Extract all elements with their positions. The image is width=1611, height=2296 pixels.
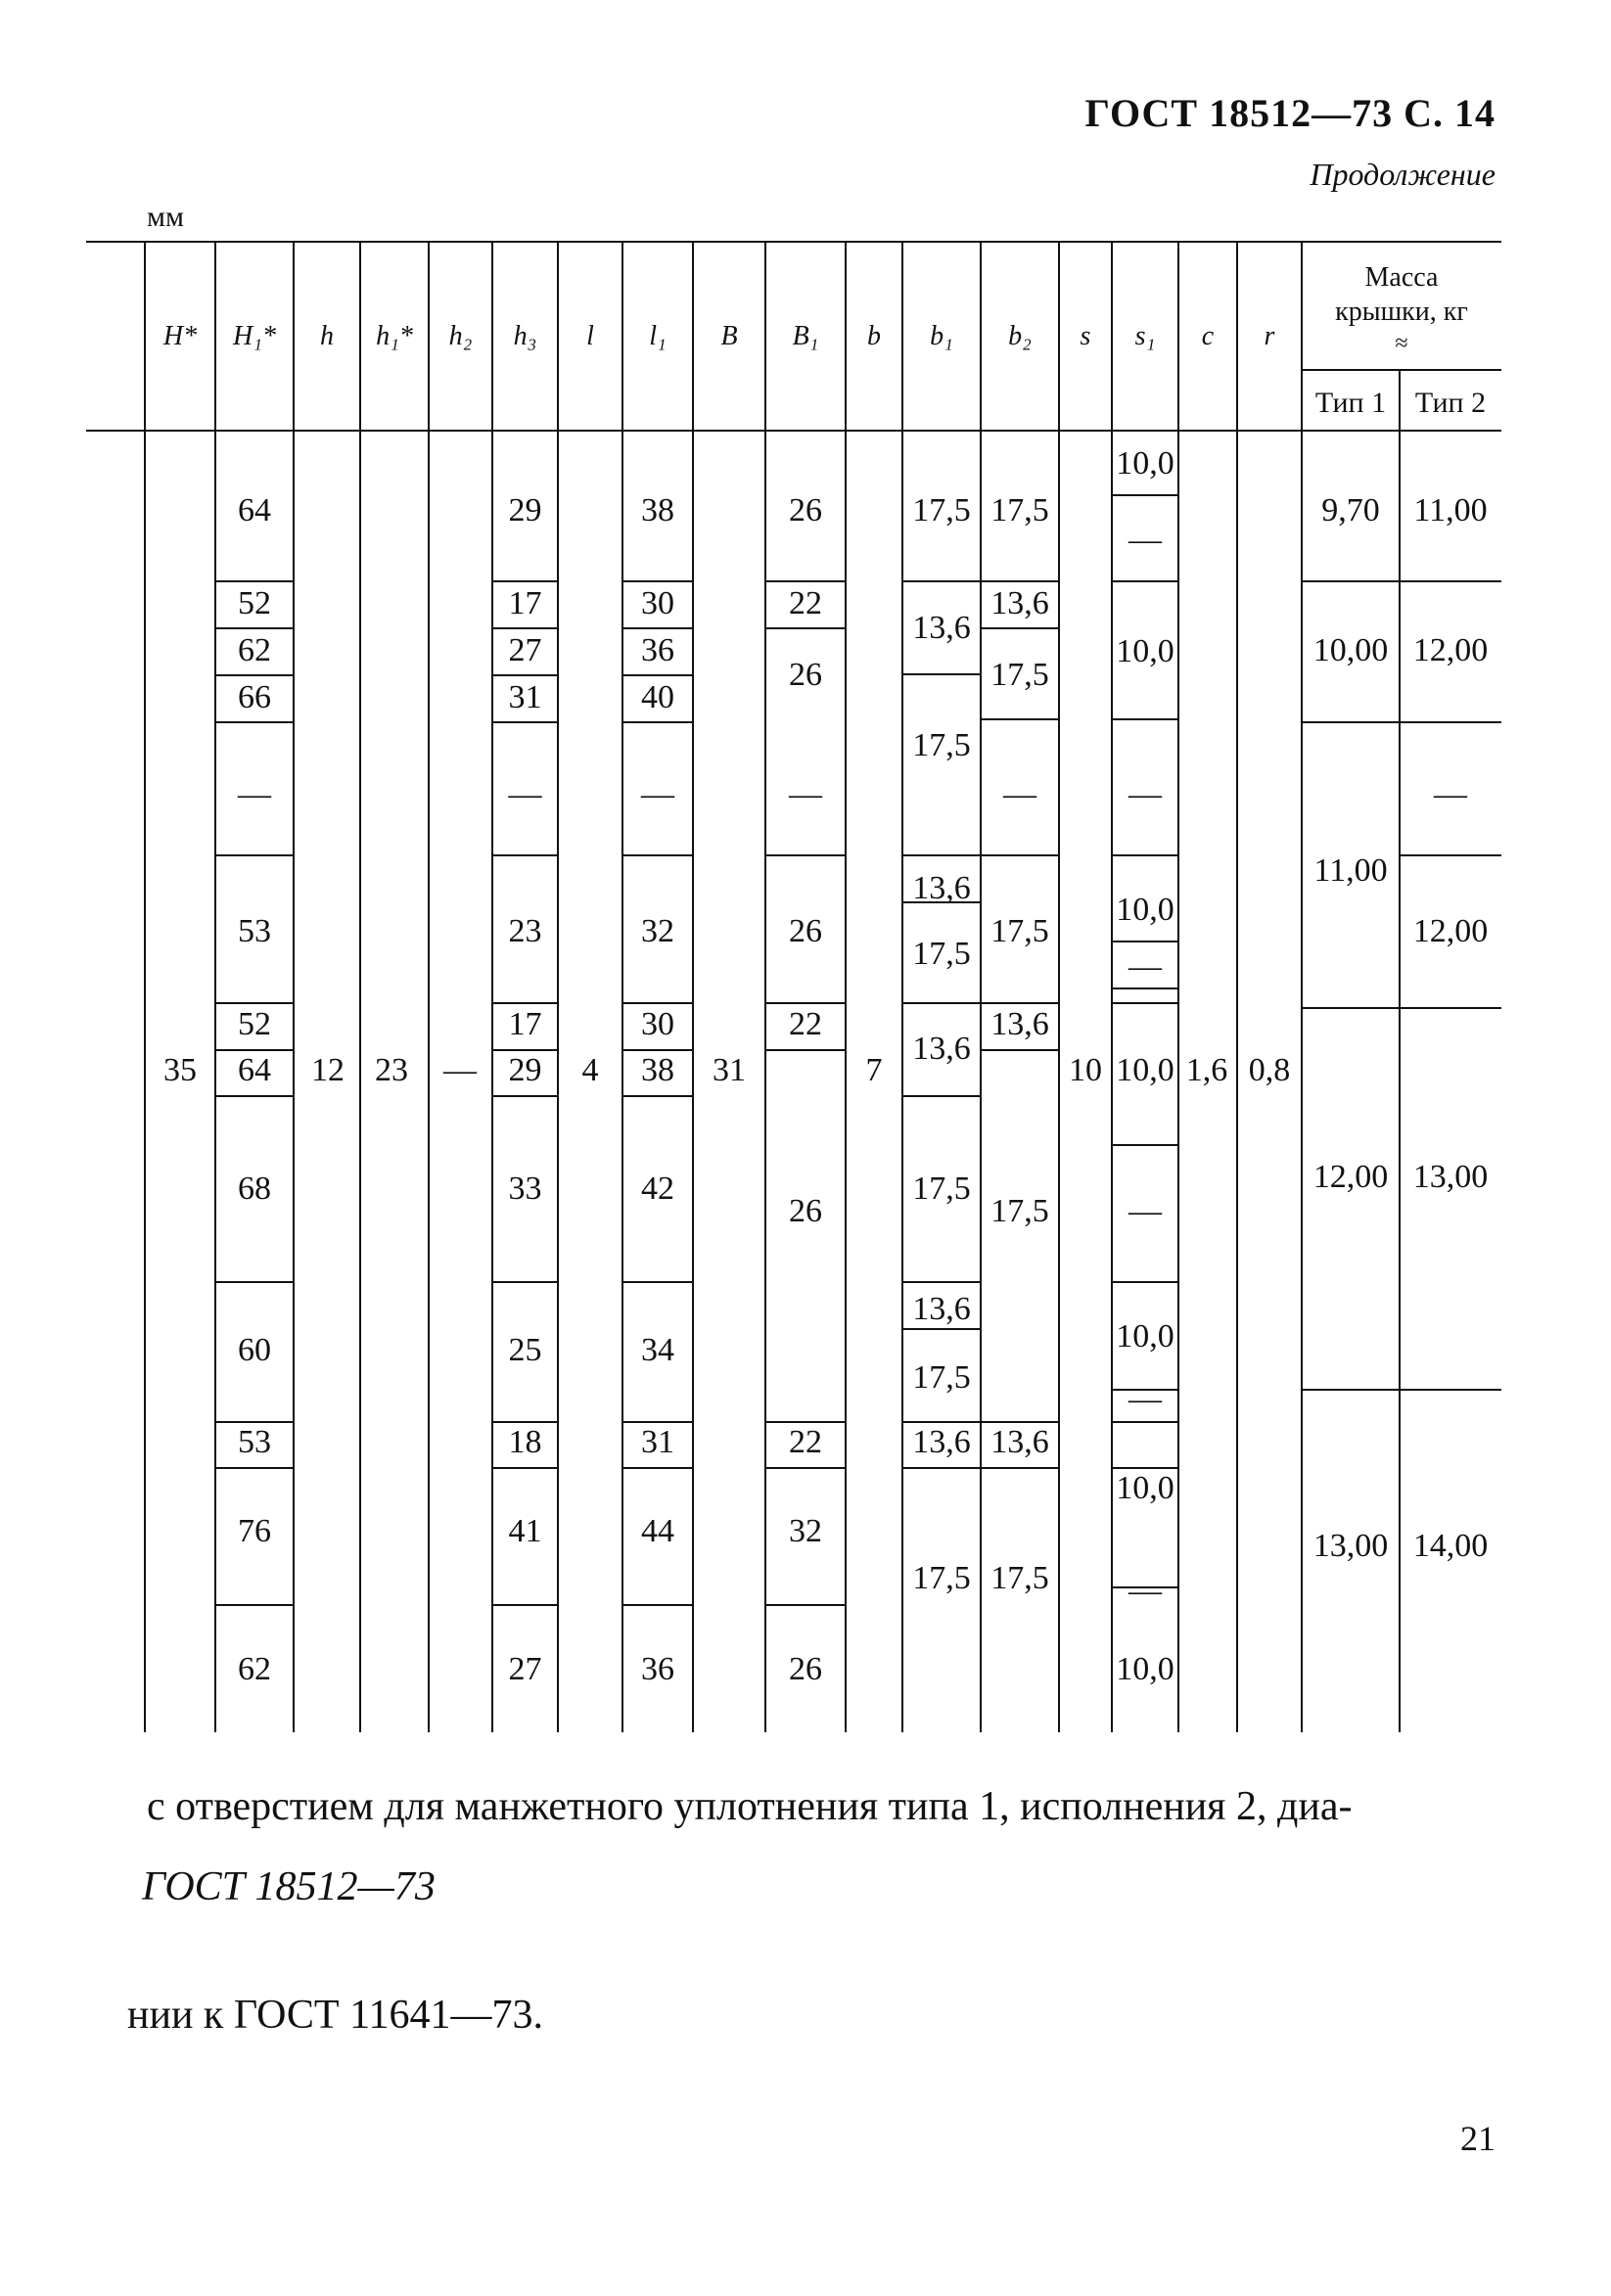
cell-H1-12: 62 xyxy=(238,1651,271,1687)
column-header-8: B xyxy=(720,321,738,351)
column-header-4: h₂ xyxy=(448,321,473,351)
cell-b1-7: 13,6 xyxy=(912,1291,971,1327)
mass-type1-header: Тип 1 xyxy=(1314,387,1387,419)
cell-l1-3: 40 xyxy=(641,679,674,715)
column-header-13: s xyxy=(1080,321,1091,351)
cell-l1-7: 38 xyxy=(641,1052,674,1088)
cell-b2-3: — xyxy=(1003,776,1036,812)
cell-s1-2: 10,0 xyxy=(1116,633,1174,669)
cell-H1-1: 52 xyxy=(238,585,271,621)
cell-h2: — xyxy=(443,1052,477,1088)
cell-h3-9: 25 xyxy=(508,1332,542,1368)
cell-B1-2: 26 xyxy=(789,657,822,693)
cell-B1-4: 26 xyxy=(789,913,822,949)
column-header-1: H₁* xyxy=(233,321,276,351)
cell-s1-8: 10,0 xyxy=(1116,1318,1174,1355)
cell-h3-3: 31 xyxy=(508,679,542,715)
cell-H1-0: 64 xyxy=(238,492,271,528)
cell-B1-5: 22 xyxy=(789,1006,822,1042)
cell-b1-10: 17,5 xyxy=(912,1560,971,1596)
cell-b1-8: 17,5 xyxy=(912,1359,971,1396)
column-header-6: l xyxy=(586,321,594,351)
cell-h: 12 xyxy=(311,1052,345,1088)
cell-H: 35 xyxy=(163,1052,197,1088)
cell-l1-11: 44 xyxy=(641,1513,674,1549)
cell-mass1-1: 10,00 xyxy=(1312,632,1389,668)
cell-l1-8: 42 xyxy=(641,1171,674,1207)
cell-b2-5: 13,6 xyxy=(990,1006,1049,1042)
cell-s1-5: — xyxy=(1128,948,1162,985)
column-header-2: h xyxy=(320,321,334,351)
page-header-subtitle: Продолжение xyxy=(1310,157,1496,192)
cell-H1-5: 53 xyxy=(238,913,271,949)
units-label: мм xyxy=(147,201,184,233)
cell-s1-4: 10,0 xyxy=(1116,892,1174,928)
cell-b2-2: 17,5 xyxy=(990,657,1049,693)
cell-b2-8: 17,5 xyxy=(990,1560,1049,1596)
paragraph-gost-ref: ГОСТ 18512—73 xyxy=(142,1864,436,1909)
cell-mass2-3: 12,00 xyxy=(1412,913,1489,949)
cell-l: 4 xyxy=(581,1052,599,1088)
cell-s1-3: — xyxy=(1128,776,1162,812)
column-header-10: b xyxy=(867,321,881,351)
cell-l1-10: 31 xyxy=(641,1424,674,1460)
cell-s: 10 xyxy=(1069,1052,1102,1088)
cell-B1-1: 22 xyxy=(789,585,822,621)
column-header-14: s₁ xyxy=(1134,321,1156,351)
cell-r: 0,8 xyxy=(1248,1052,1291,1088)
mass-header-approx: ≈ xyxy=(1395,331,1408,356)
cell-b1-9: 13,6 xyxy=(912,1424,971,1460)
cell-b1-5: 13,6 xyxy=(912,1031,971,1067)
cell-b2-0: 17,5 xyxy=(990,492,1049,528)
cell-c: 1,6 xyxy=(1185,1052,1228,1088)
cell-h3-4: — xyxy=(508,776,542,812)
cell-s1-7: — xyxy=(1128,1193,1162,1229)
cell-mass1-3: 12,00 xyxy=(1312,1159,1389,1195)
cell-B1-8: 32 xyxy=(789,1513,822,1549)
cell-l1-0: 38 xyxy=(641,492,674,528)
cell-b1-6: 17,5 xyxy=(912,1171,971,1207)
paragraph-line-3: нии к ГОСТ 11641—73. xyxy=(127,1993,544,2038)
cell-b1-4: 17,5 xyxy=(912,936,971,972)
cell-H1-6: 52 xyxy=(238,1006,271,1042)
cell-B: 31 xyxy=(713,1052,746,1088)
cell-b2-7: 13,6 xyxy=(990,1424,1049,1460)
cell-B1-7: 22 xyxy=(789,1424,822,1460)
cell-h3-12: 27 xyxy=(508,1651,542,1687)
cell-h3-6: 17 xyxy=(508,1006,542,1042)
cell-b2-1: 13,6 xyxy=(990,585,1049,621)
cell-h3-5: 23 xyxy=(508,913,542,949)
cell-s1-0: 10,0 xyxy=(1116,445,1174,482)
cell-H1-11: 76 xyxy=(238,1513,271,1549)
page-number: 21 xyxy=(1460,2119,1496,2158)
cell-l1-4: — xyxy=(641,776,674,812)
cell-b1-1: 13,6 xyxy=(912,610,971,646)
cell-mass2-0: 11,00 xyxy=(1413,492,1488,528)
column-header-16: r xyxy=(1264,321,1275,351)
cell-l1-2: 36 xyxy=(641,632,674,668)
page-header-title: ГОСТ 18512—73 С. 14 xyxy=(1084,91,1496,135)
cell-l1-5: 32 xyxy=(641,913,674,949)
column-header-5: h₃ xyxy=(513,321,537,351)
column-header-7: l₁ xyxy=(649,321,667,351)
cell-b1-0: 17,5 xyxy=(912,492,971,528)
cell-h3-10: 18 xyxy=(508,1424,542,1460)
cell-B1-3: — xyxy=(789,776,822,812)
column-header-3: h₁* xyxy=(376,321,413,351)
mass-type2-header: Тип 2 xyxy=(1414,387,1487,419)
cell-mass2-5: 14,00 xyxy=(1412,1528,1489,1564)
cell-b1-2: 17,5 xyxy=(912,727,971,763)
mass-header-line1: Масса xyxy=(1364,262,1439,293)
cell-mass1-4: 13,00 xyxy=(1312,1528,1389,1564)
cell-h3-1: 17 xyxy=(508,585,542,621)
cell-l1-9: 34 xyxy=(641,1332,674,1368)
cell-H1-7: 64 xyxy=(238,1052,271,1088)
cell-b: 7 xyxy=(865,1052,883,1088)
cell-b2-6: 17,5 xyxy=(990,1193,1049,1229)
cell-s1-1: — xyxy=(1128,522,1162,558)
cell-mass2-1: 12,00 xyxy=(1412,632,1489,668)
cell-s1-12: 10,0 xyxy=(1116,1651,1174,1687)
cell-B1-9: 26 xyxy=(789,1651,822,1687)
cell-H1-2: 62 xyxy=(238,632,271,668)
mass-header-line2: крышки, кг xyxy=(1335,297,1468,327)
cell-h1: 23 xyxy=(375,1052,408,1088)
cell-s1-9: — xyxy=(1128,1381,1162,1417)
cell-H1-10: 53 xyxy=(238,1424,271,1460)
cell-h3-8: 33 xyxy=(508,1171,542,1207)
cell-s1-6: 10,0 xyxy=(1116,1052,1174,1088)
cell-l1-12: 36 xyxy=(641,1651,674,1687)
cell-h3-7: 29 xyxy=(508,1052,542,1088)
cell-s1-11: — xyxy=(1128,1573,1162,1609)
cell-B1-6: 26 xyxy=(789,1193,822,1229)
cell-h3-0: 29 xyxy=(508,492,542,528)
cell-s1-10: 10,0 xyxy=(1116,1470,1174,1506)
cell-B1-0: 26 xyxy=(789,492,822,528)
paragraph-line-1: с отверстием для манжетного уплотнения типа 1, исполнения 2, диа- xyxy=(147,1784,1353,1829)
cell-h3-11: 41 xyxy=(508,1513,542,1549)
cell-H1-3: 66 xyxy=(238,679,271,715)
column-header-9: B₁ xyxy=(792,321,819,351)
cell-H1-9: 60 xyxy=(238,1332,271,1368)
column-header-11: b₁ xyxy=(930,321,953,351)
cell-mass2-4: 13,00 xyxy=(1412,1159,1489,1195)
column-header-15: c xyxy=(1201,321,1215,351)
column-header-12: b₂ xyxy=(1008,321,1032,351)
cell-mass1-2: 11,00 xyxy=(1313,852,1388,889)
column-header-0: H* xyxy=(162,321,198,351)
cell-b2-4: 17,5 xyxy=(990,913,1049,949)
cell-mass1-0: 9,70 xyxy=(1321,492,1380,528)
cell-l1-1: 30 xyxy=(641,585,674,621)
cell-h3-2: 27 xyxy=(508,632,542,668)
cell-mass2-2: — xyxy=(1434,776,1467,812)
cell-b1-3: 13,6 xyxy=(912,870,971,906)
cell-H1-4: — xyxy=(238,776,271,812)
cell-l1-6: 30 xyxy=(641,1006,674,1042)
cell-H1-8: 68 xyxy=(238,1171,271,1207)
